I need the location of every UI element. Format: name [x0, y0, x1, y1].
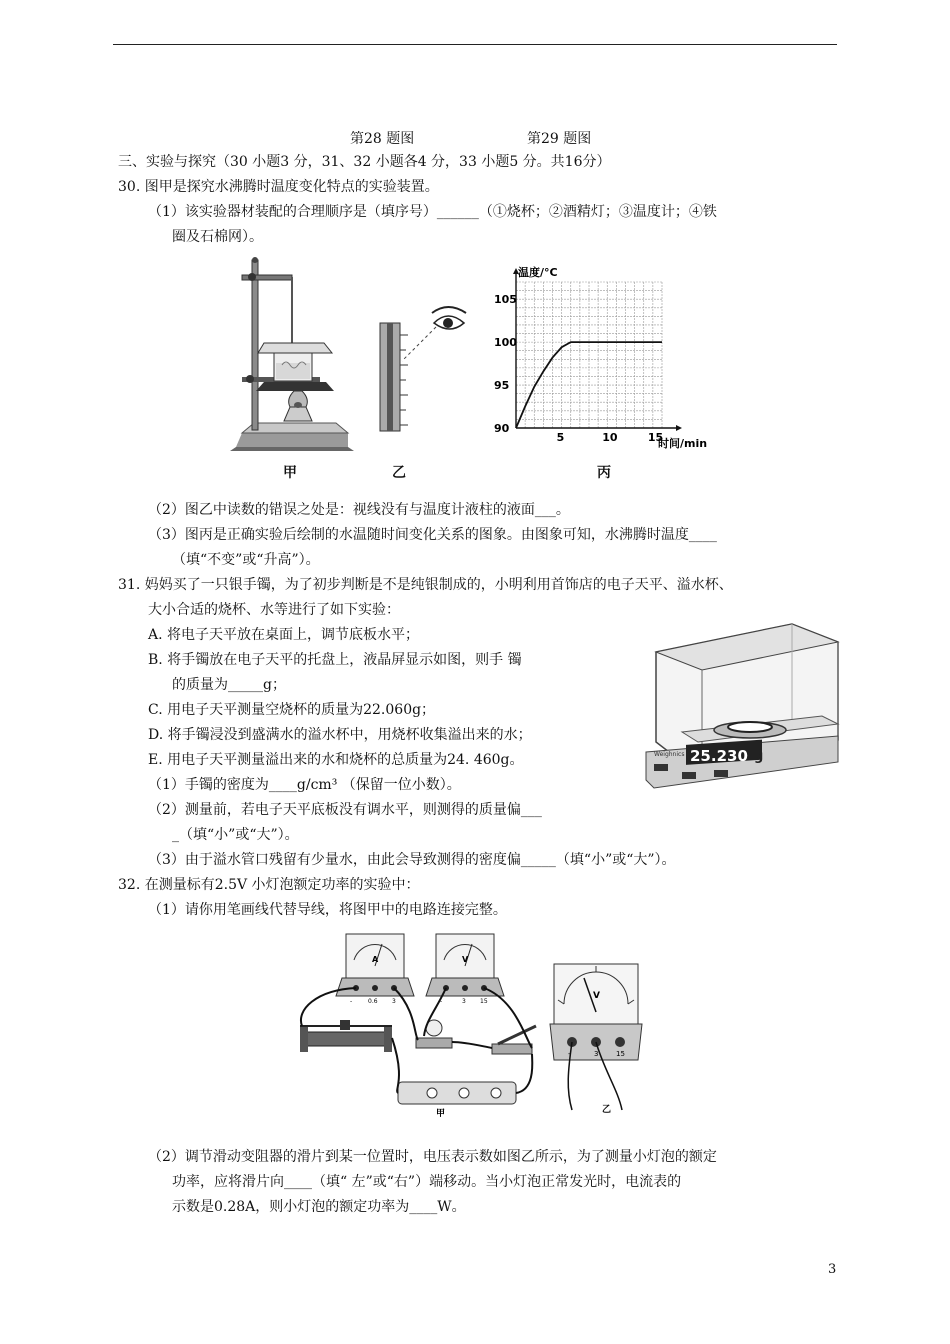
voltmeter — [426, 934, 504, 1005]
x-tick-label: 10 — [602, 431, 618, 444]
q31-step-c: C. 用电子天平测量空烧杯的质量为22.060g； — [148, 702, 436, 718]
voltmeter-b-term-15: 15 — [616, 1050, 625, 1058]
voltmeter-label-yi: 乙 — [602, 1105, 612, 1115]
chart-grid — [516, 282, 662, 428]
q31-part2-cont: _（填“小”或“大”）。 — [172, 827, 299, 843]
q32-part2-cont1: 功率，应将滑片向____（填“ 左”或“右”）端移动。当小灯泡正常发光时，电流表的 — [172, 1174, 682, 1190]
header-rule — [113, 44, 837, 45]
q31-step-e: E. 用电子天平测量溢出来的水和烧杯的总质量为24. 460g。 — [148, 752, 524, 768]
ammeter-term-06: 0.6 — [368, 998, 378, 1005]
q31-step-a: A. 将电子天平放在桌面上，调节底板水平； — [148, 627, 420, 643]
chart-x-label: 时间/min — [658, 437, 708, 450]
q30-part2: （2）图乙中读数的错误之处是：视线没有与温度计液柱的液面___。 — [148, 502, 570, 518]
light-bulb — [416, 1020, 452, 1048]
q31-part3: （3）由于溢水管口残留有少量水，由此会导致测得的密度偏_____（填“小”或“大”）。 — [148, 852, 676, 868]
ammeter-label: A — [372, 955, 379, 964]
electronic-balance-figure — [642, 612, 842, 790]
q31-part2: （2）测量前，若电子天平底板没有调水平，则测得的质量偏___ — [148, 802, 542, 818]
q30-part1: （1）该实验器材装配的合理顺序是（填序号）______（①烧杯；②酒精灯；③温度计；④铁 — [148, 204, 717, 220]
q30-part3-cont: （填“不变”或“升高”）。 — [172, 552, 320, 568]
y-tick-label: 95 — [494, 379, 510, 393]
fig-label-jia: 甲 — [283, 465, 297, 481]
q31-step-b-cont: 的质量为_____g； — [172, 677, 286, 693]
q30-title: 30. 图甲是探究水沸腾时温度变化特点的实验装置。 — [118, 179, 439, 195]
q31-title-cont: 大小合适的烧杯、水等进行了如下实验： — [148, 602, 400, 618]
chart-axes — [513, 268, 682, 431]
scale-display-unit: g — [754, 749, 764, 764]
voltmeter-label: V — [462, 955, 469, 964]
voltmeter-b-term-3: 3 — [594, 1050, 599, 1058]
q30-part1-cont: 圈及石棉网）。 — [172, 229, 263, 245]
q31-step-d: D. 将手镯浸没到盛满水的溢水杯中，用烧杯收集溢出来的水； — [148, 727, 532, 743]
x-tick-label: 5 — [556, 431, 565, 444]
q32-part2-cont2: 示数是0.28A，则小灯泡的额定功率为____W。 — [172, 1199, 466, 1215]
q30-part3: （3）图丙是正确实验后绘制的水温随时间变化关系的图象。由图象可知，水沸腾时温度____ — [148, 527, 717, 543]
boiling-apparatus-figure — [228, 255, 360, 455]
voltmeter-term-15: 15 — [480, 998, 488, 1005]
section-heading: 三、实验与探究（30 小题3 分，31、32 小题各4 分，33 小题5 分。共16分） — [118, 154, 611, 170]
scale-display-value: 25.230 — [690, 747, 748, 765]
x-axis-arrow — [676, 425, 682, 431]
ammeter — [336, 934, 414, 1005]
rheostat — [300, 1020, 392, 1052]
fig-label-bing: 丙 — [597, 465, 611, 481]
y-tick-label: 100 — [494, 336, 517, 350]
voltmeter-term-neg: - — [440, 998, 443, 1005]
battery-pack — [398, 1082, 516, 1104]
voltmeter-b-label: V — [593, 991, 600, 1001]
q31-part1: （1）手镯的密度为____g/cm³ （保留一位小数）。 — [148, 777, 461, 793]
chart-y-label: 温度/°C — [518, 266, 558, 279]
y-tick-label: 90 — [494, 422, 510, 435]
voltmeter-b-term-neg: - — [568, 1050, 571, 1058]
ammeter-term-neg: - — [350, 998, 353, 1005]
q31-step-b: B. 将手镯放在电子天平的托盘上，液晶屏显示如图，则手 镯 — [148, 652, 522, 668]
page-number: 3 — [828, 1262, 837, 1277]
scale-button-2 — [682, 772, 696, 779]
thermometer-reading-figure — [378, 305, 468, 435]
fig-label-yi: 乙 — [392, 465, 406, 481]
scale-button-1 — [654, 764, 668, 771]
temperature-time-chart — [486, 268, 706, 448]
fig28-caption: 第28 题图 — [350, 131, 415, 147]
q31-title: 31. 妈妈买了一只银手镯，为了初步判断是不是纯银制成的，小明利用首饰店的电子天平、溢水杯、 — [118, 577, 733, 593]
y-tick-label: 105 — [494, 293, 517, 307]
x-tick-label: 15 — [647, 431, 664, 444]
q32-title: 32. 在测量标有2.5V 小灯泡额定功率的实验中： — [118, 877, 420, 893]
circuit-label-jia: 甲 — [436, 1109, 446, 1119]
q32-part1: （1）请你用笔画线代替导线，将图甲中的电路连接完整。 — [148, 902, 507, 918]
ammeter-term-3: 3 — [392, 998, 396, 1005]
switch — [492, 1026, 536, 1054]
fig29-caption: 第29 题图 — [527, 131, 592, 147]
scale-button-3 — [714, 770, 728, 777]
scale-brand: Weighnics — [654, 751, 685, 758]
voltmeter-term-3: 3 — [462, 998, 466, 1005]
q32-part2: （2）调节滑动变阻器的滑片到某一位置时，电压表示数如图乙所示，为了测量小灯泡的额定 — [148, 1149, 717, 1165]
voltmeter-reading-figure — [548, 960, 644, 1120]
